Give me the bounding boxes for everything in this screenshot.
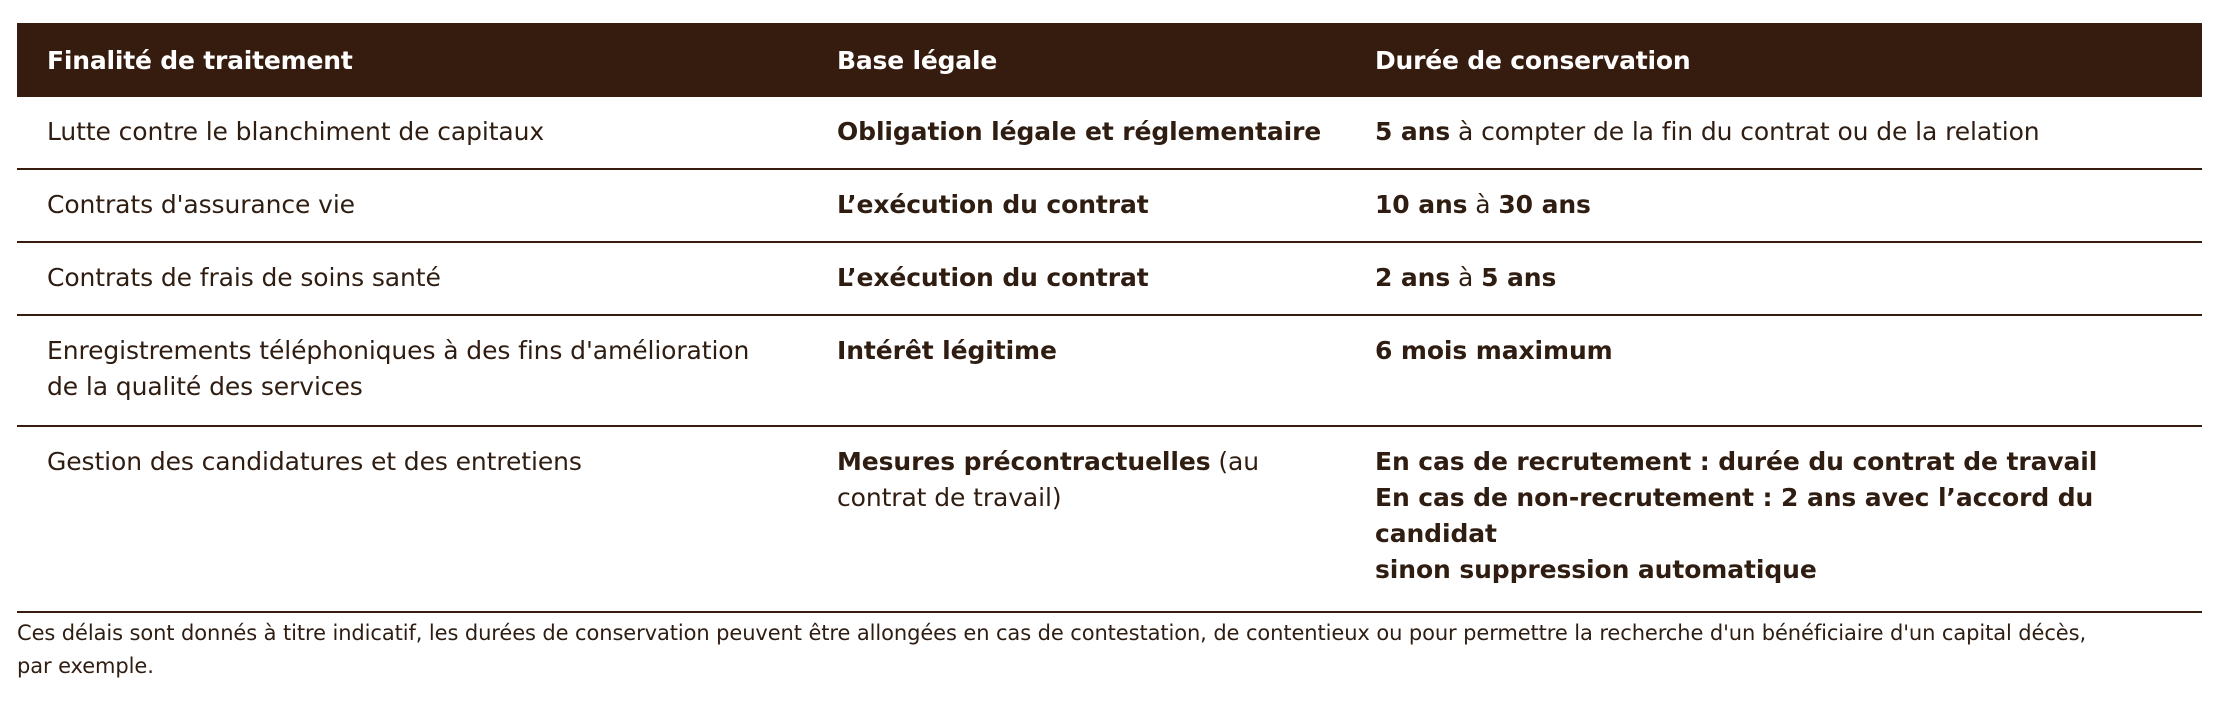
retention-to: 5 ans: [1481, 263, 1557, 292]
retention-line: En cas de recrutement : durée du contrat de travail: [1375, 447, 2098, 476]
retention-line: En cas de non-recrutement : 2 ans avec l’accord du candidat: [1375, 483, 2094, 548]
purpose-cell: Gestion des candidatures et des entretiens: [17, 426, 807, 612]
retention-cell: [1345, 242, 2202, 315]
legal-basis-cell: [807, 242, 1345, 315]
legal-basis-text: Mesures précontractuelles: [837, 447, 1211, 476]
legal-basis-cell: [807, 315, 1345, 426]
retention-to: 30 ans: [1498, 190, 1591, 219]
retention-table-container: [17, 23, 2202, 613]
header-purpose: Finalité de traitement: [17, 23, 807, 97]
purpose-cell: [17, 315, 807, 426]
table-row: [17, 242, 2202, 315]
retention-duration: 6 mois maximum: [1375, 336, 1613, 365]
table-row: [17, 169, 2202, 242]
retention-cell: [1345, 97, 2202, 169]
retention-cell: [1345, 426, 2202, 612]
legal-basis-detail: contrat de travail): [837, 483, 1062, 512]
legal-basis-text: Intérêt légitime: [837, 336, 1057, 365]
purpose-line: Enregistrements téléphoniques à des fins d'amélioration: [47, 336, 750, 365]
footnote-line: par exemple.: [17, 654, 154, 678]
purpose-line: de la qualité des services: [47, 372, 363, 401]
retention-from: 2 ans: [1375, 263, 1451, 292]
purpose-cell: Lutte contre le blanchiment de capitaux: [17, 97, 807, 169]
legal-basis-text: L’exécution du contrat: [837, 190, 1149, 219]
table-row: [17, 97, 2202, 169]
purpose-cell: Contrats d'assurance vie: [17, 169, 807, 242]
header-row: [17, 23, 2202, 97]
legal-basis-detail: (au: [1210, 447, 1259, 476]
retention-separator: à: [1467, 190, 1499, 219]
retention-from: 10 ans: [1375, 190, 1468, 219]
retention-cell: [1345, 315, 2202, 426]
table-row: [17, 315, 2202, 426]
retention-duration: 5 ans: [1375, 117, 1451, 146]
legal-basis-cell: [807, 426, 1345, 612]
retention-line: sinon suppression automatique: [1375, 555, 1817, 584]
retention-table: [17, 23, 2202, 613]
legal-basis-cell: [807, 169, 1345, 242]
legal-basis-cell: [807, 97, 1345, 169]
header-retention: Durée de conservation: [1345, 23, 2202, 97]
footnote-line: Ces délais sont donnés à titre indicatif, les durées de conservation peuvent être allongées en cas de contestation, de contentieux ou pour permettre la recherche d'un bénéficiaire d'un capital décès,: [17, 621, 2087, 645]
table-row: [17, 426, 2202, 612]
retention-detail: à compter de la fin du contrat ou de la relation: [1450, 117, 2040, 146]
table-header: [17, 23, 2202, 97]
legal-basis-text: Obligation légale et réglementaire: [837, 117, 1322, 146]
retention-cell: [1345, 169, 2202, 242]
legal-basis-text: L’exécution du contrat: [837, 263, 1149, 292]
retention-separator: à: [1450, 263, 1482, 292]
purpose-cell: Contrats de frais de soins santé: [17, 242, 807, 315]
header-legal-basis: Base légale: [807, 23, 1345, 97]
footnote: [17, 617, 2202, 683]
table-body: [17, 97, 2202, 612]
